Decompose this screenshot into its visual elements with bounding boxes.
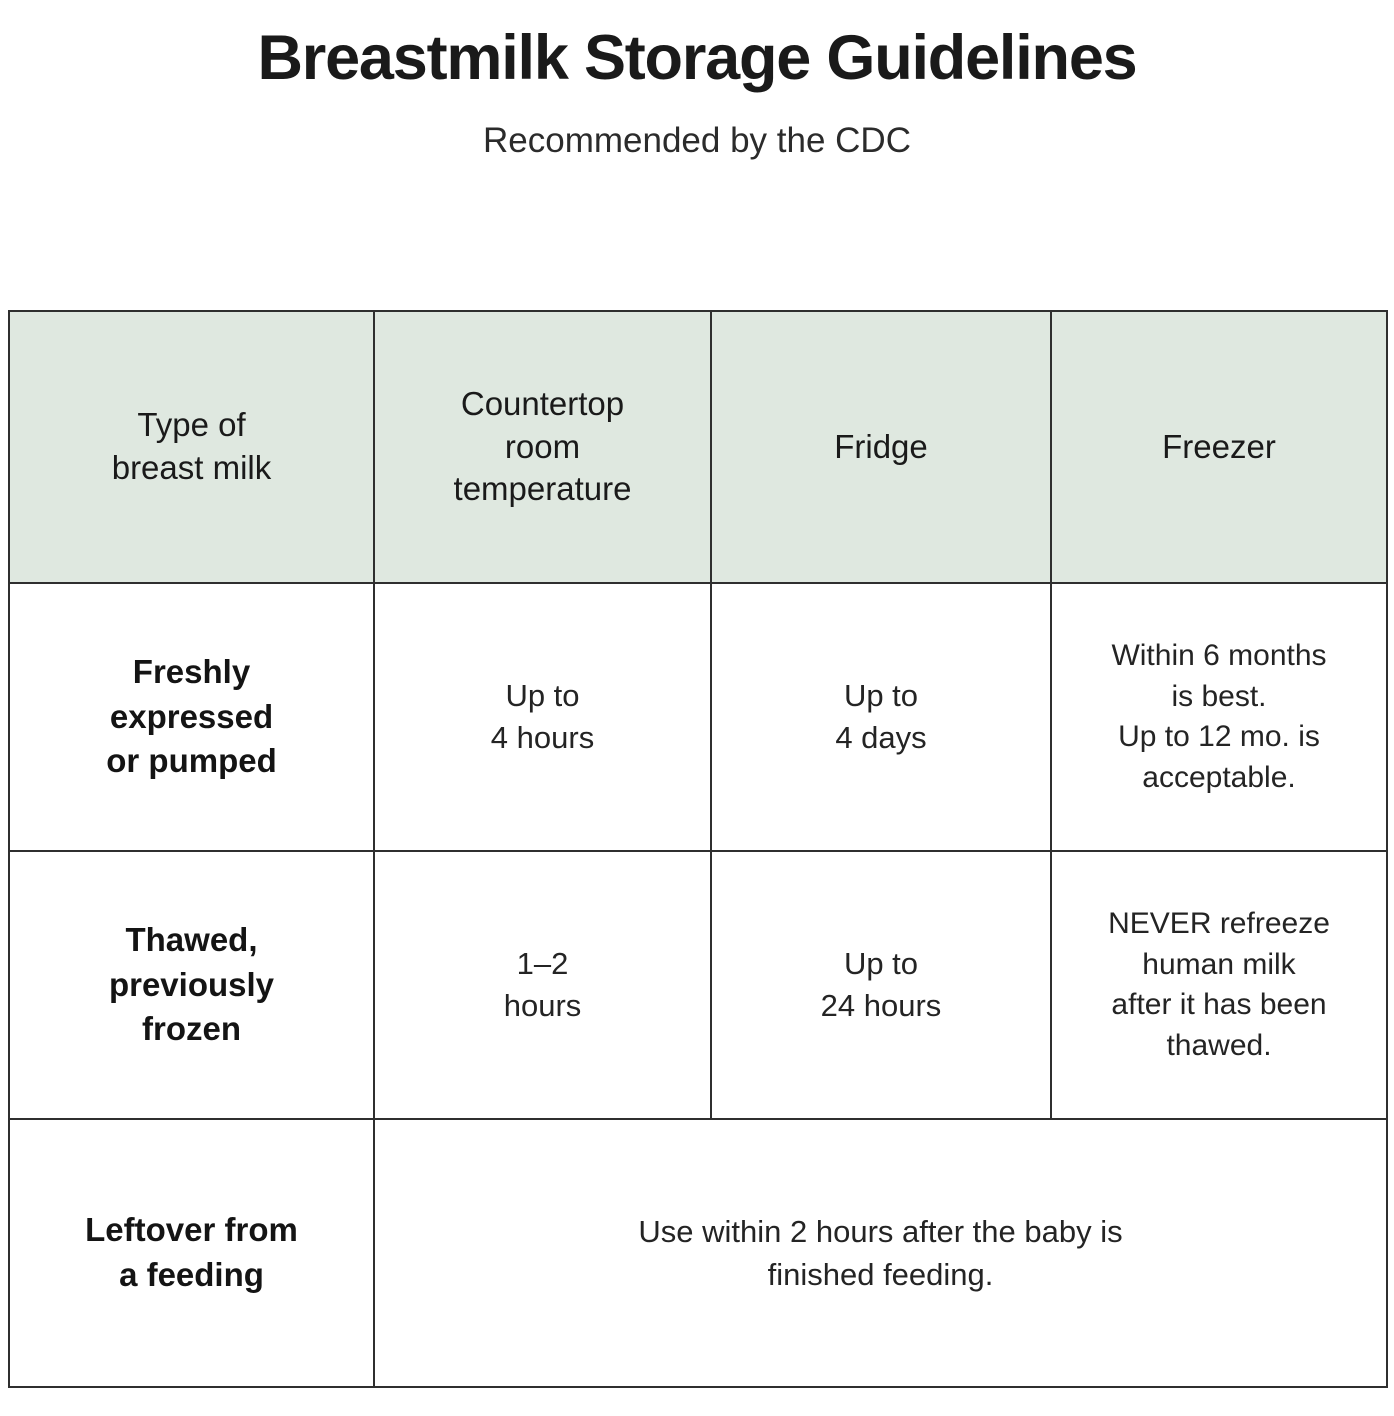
cell-thawed-freezer-line1: NEVER refreeze	[1108, 907, 1330, 940]
cell-leftover-note-line1: Use within 2 hours after the baby is	[638, 1213, 1123, 1249]
cell-fresh-freezer-line4: acceptable.	[1142, 760, 1296, 794]
row-label-leftover-line1: Leftover from	[85, 1211, 298, 1249]
column-header-countertop-line3: temperature	[453, 470, 632, 508]
page-title: Breastmilk Storage Guidelines	[257, 23, 1137, 93]
cell-fresh-freezer-line1: Within 6 months	[1111, 639, 1327, 672]
cell-fresh-countertop	[374, 583, 711, 851]
cell-leftover-note	[374, 1119, 1387, 1387]
cell-thawed-fridge-line1: Up to	[843, 946, 919, 982]
cell-thawed-freezer	[1051, 851, 1387, 1119]
cell-fresh-freezer	[1051, 583, 1387, 851]
column-header-countertop-line2: room	[504, 427, 581, 465]
cell-fresh-fridge-line2: 4 days	[835, 720, 927, 755]
cell-thawed-countertop-line1: 1–2	[516, 946, 569, 982]
table-row	[9, 583, 1387, 851]
row-label-leftover-line2: a feeding	[119, 1256, 264, 1293]
column-header-fridge: Fridge	[711, 311, 1051, 583]
table-row	[9, 1119, 1387, 1387]
column-header-countertop-line1: Countertop	[460, 384, 625, 422]
cell-thawed-fridge	[711, 851, 1051, 1119]
cell-fresh-fridge	[711, 583, 1051, 851]
row-label-fresh-line2: expressed	[109, 697, 274, 735]
cell-fresh-countertop-line2: 4 hours	[490, 720, 595, 755]
cell-fresh-freezer-line2: is best.	[1171, 679, 1267, 713]
cell-thawed-fridge-line2: 24 hours	[820, 988, 942, 1023]
row-label-thawed-line3: frozen	[142, 1010, 241, 1048]
column-header-freezer: Freezer	[1051, 311, 1387, 583]
cell-thawed-countertop-line2: hours	[503, 988, 582, 1023]
cell-thawed-freezer-line3: after it has been	[1111, 988, 1327, 1021]
page-subtitle: Recommended by the CDC	[483, 121, 911, 161]
table-row	[9, 851, 1387, 1119]
cell-leftover-note-line2: finished feeding.	[767, 1257, 994, 1292]
storage-guidelines-table-wrapper	[8, 310, 1386, 1388]
cell-thawed-countertop	[374, 851, 711, 1119]
cell-fresh-freezer-line3: Up to 12 mo. is	[1118, 720, 1320, 753]
row-label-leftover	[9, 1119, 374, 1387]
row-label-thawed-line2: previously	[108, 965, 275, 1003]
cell-thawed-freezer-line2: human milk	[1142, 947, 1296, 981]
cell-fresh-countertop-line1: Up to	[505, 678, 580, 714]
column-header-countertop	[374, 311, 711, 583]
row-label-fresh-line3: or pumped	[106, 742, 277, 780]
row-label-thawed	[9, 851, 374, 1119]
storage-guidelines-table	[8, 310, 1388, 1388]
cell-thawed-freezer-line4: thawed.	[1166, 1028, 1272, 1062]
cell-fresh-fridge-line1: Up to	[843, 678, 919, 714]
column-header-type	[9, 311, 374, 583]
row-label-fresh-line1: Freshly	[132, 653, 251, 691]
column-header-type-line1: Type of	[137, 406, 246, 444]
table-header-row	[9, 311, 1387, 583]
row-label-fresh	[9, 583, 374, 851]
row-label-thawed-line1: Thawed,	[125, 921, 258, 959]
document-page	[0, 22, 1394, 1416]
column-header-type-line2: breast milk	[111, 449, 272, 486]
